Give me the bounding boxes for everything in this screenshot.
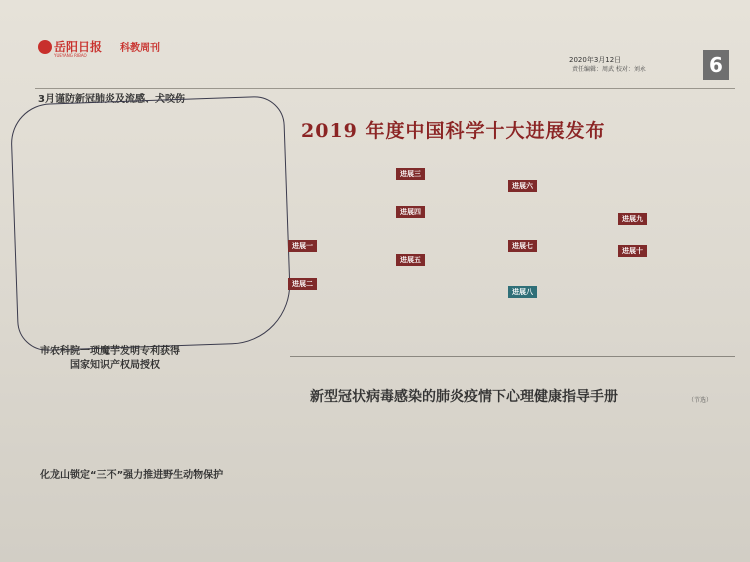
page-number-text: 6	[709, 53, 723, 77]
science-footnote	[300, 366, 720, 380]
article-patent-title: 市农科院一项魔芋发明专利获得	[40, 346, 180, 357]
science-body-b	[396, 270, 502, 340]
top-rule	[35, 88, 735, 89]
covid-body-4	[618, 412, 728, 562]
article-patent-body	[42, 376, 152, 456]
main-headline: 2019 年度中国科学十大进展发布	[301, 120, 606, 142]
covid-body-1	[294, 412, 398, 562]
covid-headline: 新型冠状病毒感染的肺炎疫情下心理健康指导手册	[310, 389, 618, 405]
covid-body-2	[402, 412, 506, 562]
progress-label-9: 进展九	[618, 213, 647, 225]
article-patent-body-2	[155, 360, 285, 460]
article-longshan-title: 化龙山锁定“三不”强力推进野生动物保护	[40, 470, 224, 481]
article-flu-title: 3月谨防新冠肺炎及流感、犬咬伤	[38, 94, 185, 105]
progress-label-7: 进展七	[508, 240, 537, 252]
progress-label-5: 进展五	[396, 254, 425, 266]
masthead-supplement: 科教周刊	[120, 43, 160, 54]
science-body-d	[618, 160, 728, 210]
progress-label-8: 进展八	[508, 286, 537, 298]
progress-label-3: 进展三	[396, 168, 425, 180]
article-patent-subtitle: 国家知识产权局授权	[70, 360, 160, 371]
issue-date: 2020年3月12日	[569, 56, 622, 64]
covid-body-3	[510, 412, 614, 562]
science-body-a	[396, 180, 502, 200]
handdrawn-circle	[10, 95, 292, 351]
progress-label-10: 进展十	[618, 245, 647, 257]
science-intro	[290, 162, 390, 342]
article-longshan	[40, 466, 290, 562]
progress-label-2: 进展二	[288, 278, 317, 290]
science-body-c	[508, 196, 614, 236]
logo-icon	[38, 40, 52, 54]
science-body-e	[618, 262, 728, 332]
masthead	[38, 38, 188, 60]
covid-headline-suffix: （节选）	[688, 397, 713, 404]
mid-rule	[290, 356, 735, 357]
masthead-title: 岳阳日报	[54, 40, 103, 54]
masthead-pinyin: YUEYANG RIBAO	[54, 53, 87, 58]
article-longshan-body	[42, 484, 152, 560]
editor-info: 责任编辑：周武 校对：刘永	[572, 66, 646, 73]
page-number	[703, 50, 729, 80]
progress-label-4: 进展四	[396, 206, 425, 218]
progress-label-6: 进展六	[508, 180, 537, 192]
progress-label-1: 进展一	[288, 240, 317, 252]
